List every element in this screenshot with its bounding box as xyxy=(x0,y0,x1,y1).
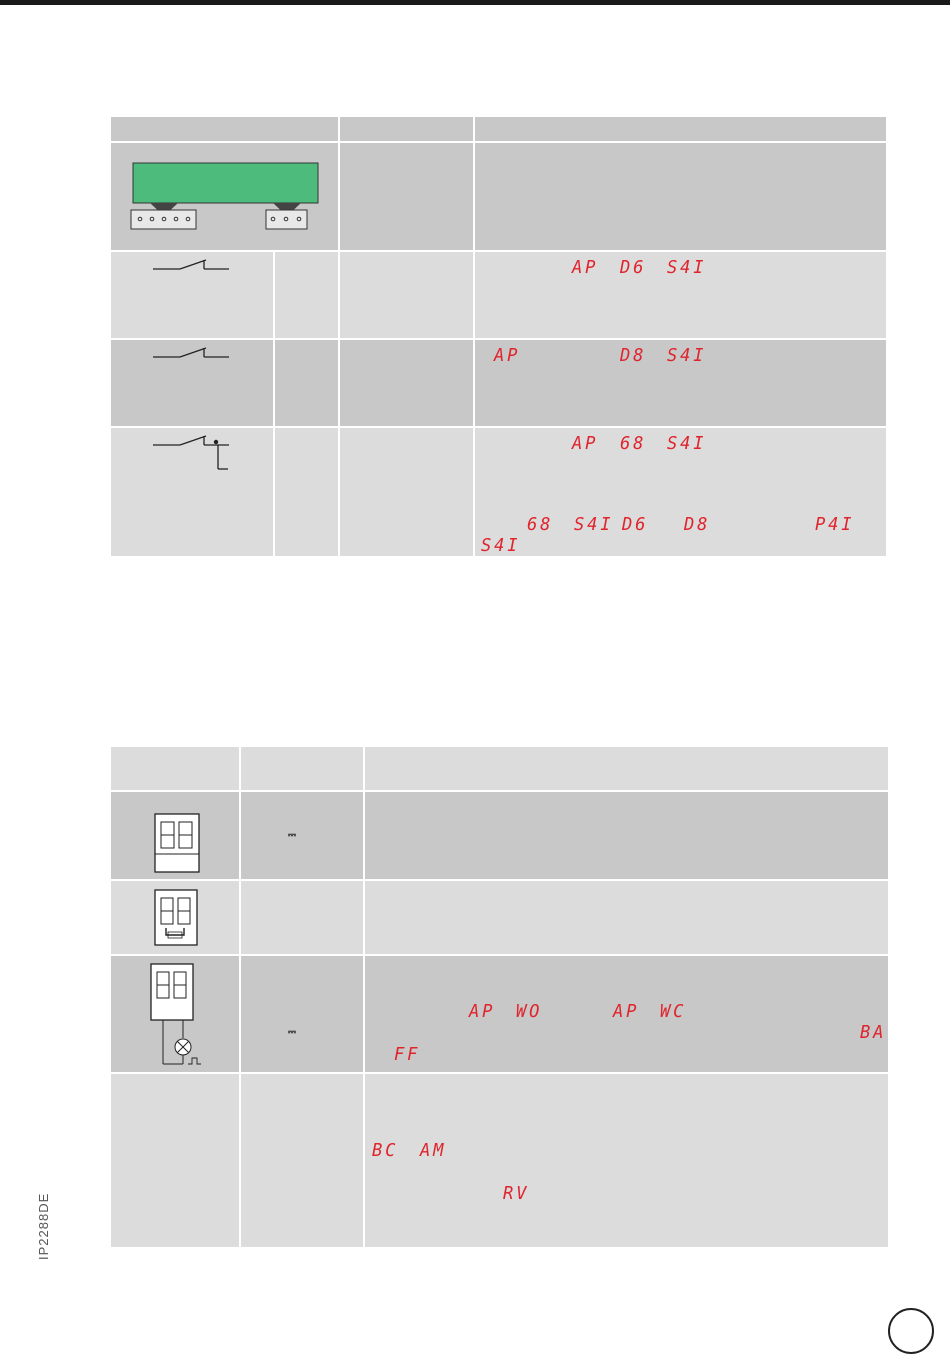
display-code: S4I xyxy=(481,535,521,556)
display-code: AP xyxy=(572,257,599,278)
switch-nc-icon xyxy=(150,257,235,278)
page-language-badge xyxy=(888,1308,934,1354)
terminal-block-jumper-icon xyxy=(153,888,199,953)
display-code: S4I xyxy=(667,257,707,278)
display-code: S4I xyxy=(667,345,707,366)
display-code: AP xyxy=(572,433,599,454)
display-code: S4I xyxy=(574,514,614,535)
header-rule xyxy=(0,0,950,5)
display-code: S4I xyxy=(667,433,707,454)
switch-no-icon xyxy=(150,345,235,366)
display-code: D6 xyxy=(622,514,649,535)
display-code: AM xyxy=(420,1140,447,1161)
display-code: 68 xyxy=(527,514,554,535)
display-code: FF xyxy=(394,1044,421,1065)
display-code: AP xyxy=(494,345,521,366)
display-code: AP xyxy=(469,1001,496,1022)
document-code: IP2288DE xyxy=(36,1192,51,1260)
display-code: 68 xyxy=(620,433,647,454)
display-code: D8 xyxy=(620,345,647,366)
display-code: WC xyxy=(660,1001,687,1022)
display-code: BA xyxy=(860,1022,887,1043)
table-1-header xyxy=(111,117,886,141)
table-row xyxy=(111,792,888,879)
pcb-connector-diagram xyxy=(128,160,323,232)
table-row xyxy=(111,956,888,1072)
dc-symbol: ⎓ xyxy=(288,1027,296,1038)
display-code: AP xyxy=(613,1001,640,1022)
dc-symbol: ⎓ xyxy=(288,830,296,841)
terminal-block-icon xyxy=(152,812,202,879)
display-code: WO xyxy=(516,1001,543,1022)
display-code: D8 xyxy=(684,514,711,535)
table-2-header xyxy=(111,747,888,790)
display-code: D6 xyxy=(620,257,647,278)
terminal-block-lamp-icon xyxy=(148,962,204,1075)
display-code: RV xyxy=(503,1183,530,1204)
display-code: BC xyxy=(372,1140,399,1161)
table-row xyxy=(111,881,888,954)
switch-changeover-icon xyxy=(150,433,235,478)
display-code: P4I xyxy=(815,514,855,535)
table-row xyxy=(111,1074,888,1247)
